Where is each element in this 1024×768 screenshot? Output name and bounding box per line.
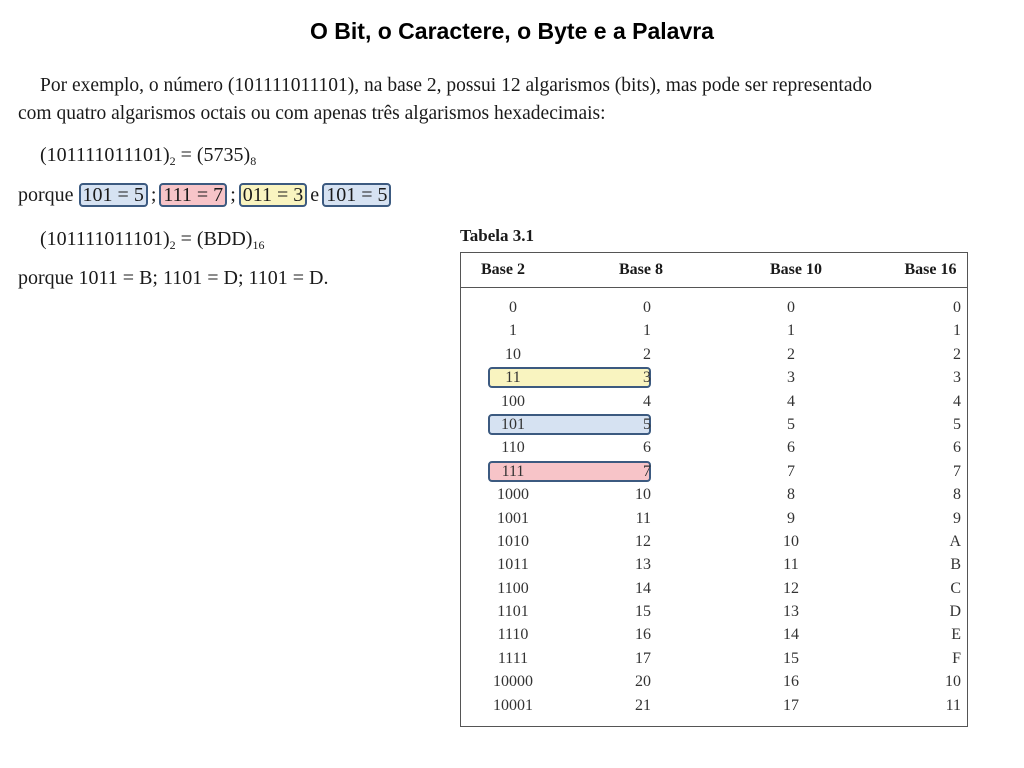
cell-base-8: 11 bbox=[635, 509, 651, 527]
cell-base-10: 1 bbox=[787, 322, 795, 340]
cell-base-2: 1110 bbox=[497, 626, 529, 644]
conversion-table bbox=[460, 252, 968, 727]
cell-base-10: 9 bbox=[787, 509, 795, 527]
cell-base-8: 15 bbox=[635, 603, 651, 621]
cell-base-16: 1 bbox=[953, 322, 961, 340]
cell-base-10: 16 bbox=[783, 673, 799, 691]
cell-base-10: 10 bbox=[783, 532, 799, 550]
header-base-16: Base 16 bbox=[904, 261, 957, 278]
table-row bbox=[461, 461, 967, 484]
cell-base-8: 7 bbox=[643, 462, 651, 480]
cell-base-16: 11 bbox=[945, 696, 961, 714]
table-row bbox=[461, 367, 967, 390]
cell-base-10: 7 bbox=[787, 462, 795, 480]
header-base-10: Base 10 bbox=[770, 261, 822, 278]
cell-base-16: D bbox=[949, 603, 961, 621]
porque-octal-line bbox=[18, 183, 391, 207]
cell-base-8: 3 bbox=[643, 369, 651, 387]
table-row bbox=[461, 508, 967, 531]
table-row bbox=[461, 671, 967, 694]
cell-base-16: A bbox=[949, 532, 961, 550]
intro-line-1: Por exemplo, o número (101111011101), na base 2, possui 12 algarismos (bits), mas pode ser representado bbox=[40, 75, 873, 96]
cell-base-8: 16 bbox=[635, 626, 651, 644]
table-row bbox=[461, 695, 967, 718]
cell-base-2: 111 bbox=[501, 462, 525, 480]
cell-base-16: B bbox=[950, 556, 961, 574]
cell-base-2: 1000 bbox=[497, 486, 529, 504]
table-caption: Tabela 3.1 bbox=[460, 226, 535, 245]
cell-base-10: 13 bbox=[783, 603, 799, 621]
cell-base-8: 10 bbox=[635, 486, 651, 504]
cell-base-10: 14 bbox=[783, 626, 799, 644]
cell-base-8: 2 bbox=[643, 345, 651, 363]
table-row bbox=[461, 648, 967, 671]
porque-label: porque bbox=[18, 184, 79, 206]
equation-octal-rhs-base: 8 bbox=[250, 154, 257, 168]
group-highlight-111-7: 111 = 7 bbox=[159, 183, 227, 207]
cell-base-2: 1100 bbox=[497, 579, 529, 597]
cell-base-16: F bbox=[952, 649, 961, 667]
cell-base-10: 4 bbox=[787, 392, 795, 410]
table-row bbox=[461, 554, 967, 577]
cell-base-16: 7 bbox=[953, 462, 961, 480]
table-row bbox=[461, 320, 967, 343]
cell-base-8: 12 bbox=[635, 532, 651, 550]
cell-base-2: 11 bbox=[505, 369, 521, 387]
cell-base-16: 3 bbox=[953, 369, 961, 387]
table-row bbox=[461, 484, 967, 507]
table-row bbox=[461, 531, 967, 554]
cell-base-8: 14 bbox=[635, 579, 651, 597]
header-base-2: Base 2 bbox=[481, 261, 525, 278]
cell-base-10: 6 bbox=[787, 439, 795, 457]
intro-line-2: com quatro algarismos octais ou com apenas três algarismos hexadecimais: bbox=[18, 103, 606, 124]
cell-base-16: E bbox=[951, 626, 961, 644]
table-row bbox=[461, 624, 967, 647]
cell-base-16: 10 bbox=[945, 673, 961, 691]
cell-base-2: 1001 bbox=[497, 509, 529, 527]
equation-octal bbox=[40, 144, 256, 169]
cell-base-16: 2 bbox=[953, 345, 961, 363]
group-highlight-101-5: 101 = 5 bbox=[79, 183, 148, 207]
cell-base-16: 8 bbox=[953, 486, 961, 504]
cell-base-16: 4 bbox=[953, 392, 961, 410]
cell-base-2: 110 bbox=[501, 439, 525, 457]
cell-base-2: 1111 bbox=[497, 649, 529, 667]
table-row bbox=[461, 297, 967, 320]
equation-octal-lhs: (101111011101) bbox=[40, 144, 170, 166]
separator: e bbox=[310, 184, 320, 206]
equation-hex bbox=[40, 228, 264, 253]
separator: ; bbox=[230, 184, 236, 206]
cell-base-8: 21 bbox=[635, 696, 651, 714]
cell-base-10: 3 bbox=[787, 369, 795, 387]
equation-octal-rhs: = (5735) bbox=[175, 144, 251, 166]
cell-base-16: 0 bbox=[953, 299, 961, 316]
equation-hex-rhs: = (BDD) bbox=[175, 228, 253, 250]
cell-base-10: 2 bbox=[787, 345, 795, 363]
group-highlight-011-3: 011 = 3 bbox=[239, 183, 308, 207]
porque-hex-line: porque 1011 = B; 1101 = D; 1101 = D. bbox=[18, 267, 329, 289]
cell-base-10: 11 bbox=[783, 556, 799, 574]
table-row bbox=[461, 601, 967, 624]
equation-hex-rhs-base: 16 bbox=[252, 238, 265, 252]
intro-paragraph bbox=[18, 72, 1018, 128]
cell-base-2: 0 bbox=[509, 299, 517, 316]
header-base-8: Base 8 bbox=[619, 261, 663, 278]
cell-base-2: 1011 bbox=[497, 556, 529, 574]
table-row bbox=[461, 414, 967, 437]
cell-base-16: 6 bbox=[953, 439, 961, 457]
table-row bbox=[461, 344, 967, 367]
cell-base-8: 6 bbox=[643, 439, 651, 457]
cell-base-8: 4 bbox=[643, 392, 651, 410]
table-row bbox=[461, 437, 967, 460]
cell-base-8: 20 bbox=[635, 673, 651, 691]
cell-base-2: 10001 bbox=[493, 696, 533, 714]
cell-base-10: 17 bbox=[783, 696, 799, 714]
table-row bbox=[461, 391, 967, 414]
table-row bbox=[461, 578, 967, 601]
table-body bbox=[461, 297, 967, 718]
equation-hex-lhs: (101111011101) bbox=[40, 228, 170, 250]
cell-base-10: 12 bbox=[783, 579, 799, 597]
equation-hex-lhs-base: 2 bbox=[169, 238, 176, 252]
cell-base-2: 101 bbox=[501, 415, 525, 433]
cell-base-8: 13 bbox=[635, 556, 651, 574]
cell-base-16: 9 bbox=[953, 509, 961, 527]
cell-base-2: 1 bbox=[509, 322, 517, 340]
cell-base-8: 1 bbox=[643, 322, 651, 340]
equation-octal-lhs-base: 2 bbox=[169, 154, 176, 168]
cell-base-8: 17 bbox=[635, 649, 651, 667]
table-header bbox=[461, 253, 967, 288]
cell-base-8: 0 bbox=[643, 299, 651, 316]
cell-base-2: 100 bbox=[501, 392, 525, 410]
cell-base-2: 1101 bbox=[497, 603, 529, 621]
cell-base-16: 5 bbox=[953, 415, 961, 433]
cell-base-2: 10 bbox=[505, 345, 521, 363]
cell-base-2: 1010 bbox=[497, 532, 529, 550]
cell-base-8: 5 bbox=[643, 415, 651, 433]
cell-base-10: 15 bbox=[783, 649, 799, 667]
cell-base-2: 10000 bbox=[493, 673, 533, 691]
page-title: O Bit, o Caractere, o Byte e a Palavra bbox=[310, 18, 714, 44]
group-highlight-101-5-last: 101 = 5 bbox=[322, 183, 391, 207]
cell-base-16: C bbox=[950, 579, 961, 597]
separator: ; bbox=[150, 184, 157, 206]
cell-base-10: 8 bbox=[787, 486, 795, 504]
cell-base-10: 5 bbox=[787, 415, 795, 433]
cell-base-10: 0 bbox=[787, 299, 795, 316]
